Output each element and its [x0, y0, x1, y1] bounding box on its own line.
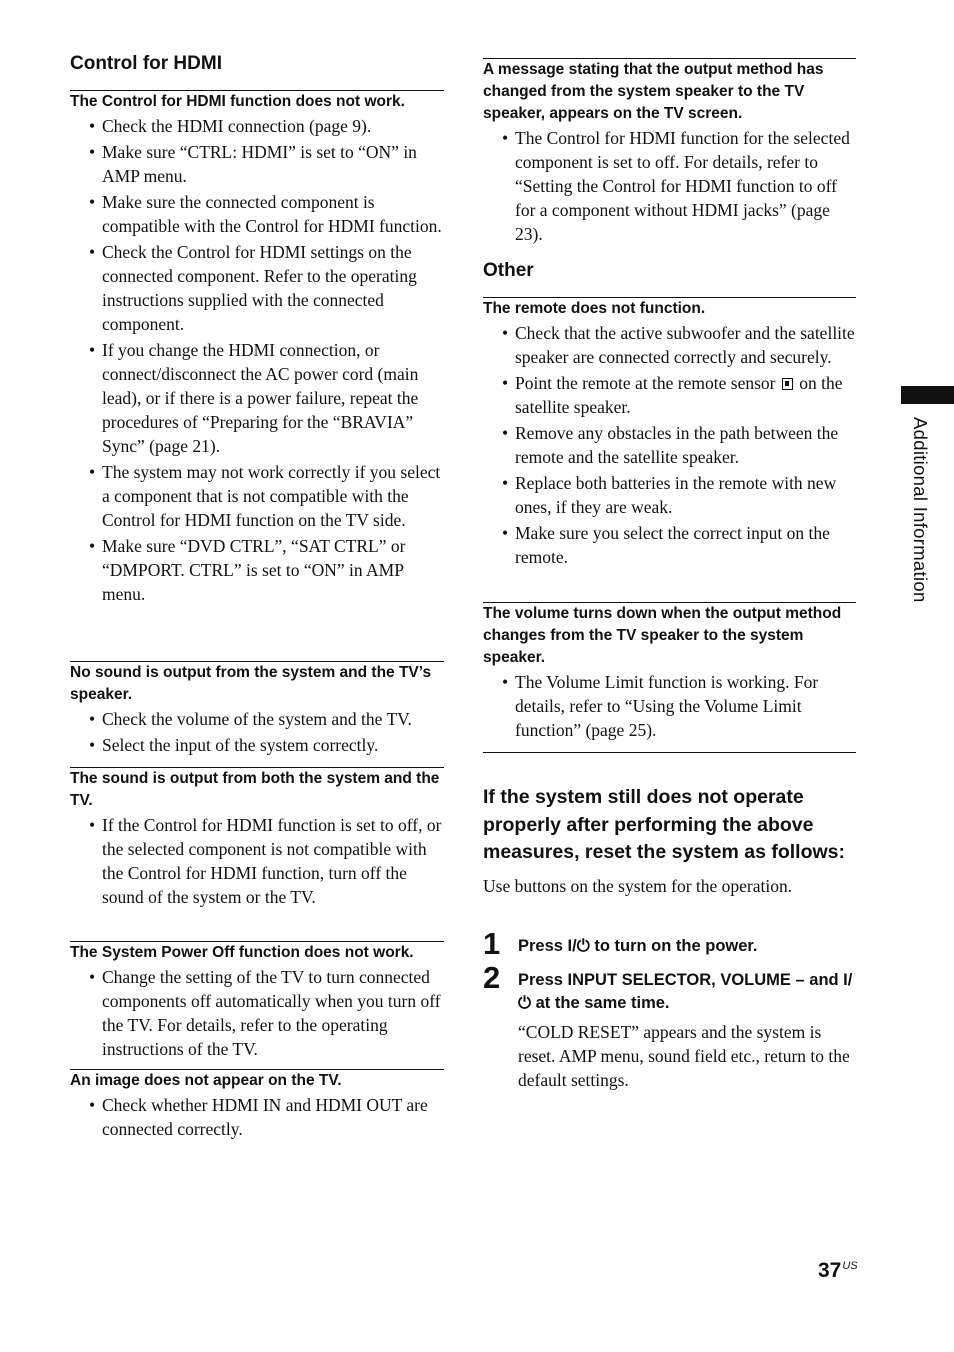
trouble-heading: The sound is output from both the system and the TV.	[70, 770, 440, 809]
trouble-heading: No sound is output from the system and the TV’s speaker.	[70, 664, 432, 703]
reset-intro: Use buttons on the system for the operation.	[483, 875, 793, 896]
list-item: • Select the input of the system correctly.	[70, 733, 444, 757]
step-description: “COLD RESET” appears and the system is reset. AMP menu, sound field etc., return to the default settings.	[518, 1022, 850, 1090]
sensor-text-before: Point the remote at the remote sensor	[515, 373, 776, 393]
list-item: • If the Control for HDMI function is set to off, or the selected component is not compatible with the Control for HDMI function, turn off the sound of the system or the TV.	[70, 813, 444, 909]
list-item	[483, 371, 856, 419]
bullet-list	[70, 965, 444, 1061]
trouble-block-output-message	[483, 58, 856, 248]
trouble-block-power-off	[70, 941, 444, 1063]
list-item: • Change the setting of the TV to turn connected components off automatically when you turn off the TV. For details, refer to the operating instructions of the TV.	[70, 965, 444, 1061]
bullet-list	[70, 813, 444, 909]
trouble-heading: The Control for HDMI function does not work.	[70, 93, 405, 110]
step-instruction: Press I/⏻ to turn on the power.	[518, 937, 758, 955]
step-1	[483, 926, 856, 961]
sensor-text-after: on the satellite speaker.	[515, 373, 843, 417]
trouble-heading: The remote does not function.	[483, 300, 706, 317]
bullet-list	[70, 114, 444, 606]
trouble-block-volume	[483, 602, 856, 753]
list-item: • Remove any obstacles in the path between the remote and the satellite speaker.	[483, 421, 856, 469]
step-number: 1	[483, 926, 501, 961]
trouble-block-no-image	[70, 1069, 444, 1143]
step-number: 2	[483, 960, 501, 995]
trouble-heading: An image does not appear on the TV.	[70, 1072, 342, 1089]
page-number-value: 37	[818, 1259, 842, 1282]
list-item: • Check the volume of the system and the TV.	[70, 707, 444, 731]
reset-title: If the system still does not operate properly after performing the above measures, reset the system as follows:	[483, 786, 845, 863]
bullet-list	[70, 707, 444, 757]
section-title-other: Other	[483, 260, 534, 281]
bullet-list	[483, 670, 856, 742]
list-item: • The Volume Limit function is working. For details, refer to “Using the Volume Limit function” (page 25).	[483, 670, 856, 742]
bullet-list	[483, 321, 856, 569]
step-2	[483, 960, 856, 1092]
section-title-control-for-hdmi: Control for HDMI	[70, 53, 222, 74]
list-item: • Make sure you select the correct input on the remote.	[483, 521, 856, 569]
page-number-suffix: US	[842, 1260, 858, 1272]
trouble-block-remote	[483, 297, 856, 571]
list-item: • Check the HDMI connection (page 9).	[70, 114, 444, 138]
trouble-heading: The volume turns down when the output method changes from the TV speaker to the system speaker.	[483, 605, 842, 666]
side-tab-marker	[901, 386, 954, 404]
list-item: • Make sure “CTRL: HDMI” is set to “ON” in AMP menu.	[70, 140, 444, 188]
bullet-list	[483, 126, 856, 246]
list-item: • The Control for HDMI function for the selected component is set to off. For details, refer to “Setting the Control for HDMI function to off for a component without HDMI jacks” (page 23).	[483, 126, 856, 246]
list-item: • The system may not work correctly if you select a component that is not compatible with the Control for HDMI function on the TV side.	[70, 460, 444, 532]
list-item: • Check the Control for HDMI settings on the connected component. Refer to the operating instructions supplied with the connected component.	[70, 240, 444, 336]
list-item: • Check whether HDMI IN and HDMI OUT are connected correctly.	[70, 1093, 444, 1141]
list-item: • Make sure “DVD CTRL”, “SAT CTRL” or “DMPORT. CTRL” is set to “ON” in AMP menu.	[70, 534, 444, 606]
list-item: • Check that the active subwoofer and the satellite speaker are connected correctly and securely.	[483, 321, 856, 369]
trouble-heading: The System Power Off function does not work.	[70, 944, 414, 961]
bullet-list	[70, 1093, 444, 1141]
page-number	[818, 1259, 858, 1283]
list-item: • If you change the HDMI connection, or connect/disconnect the AC power cord (main lead), or if there is a power failure, repeat the procedures of “Preparing for the “BRAVIA” Sync” (page 21).	[70, 338, 444, 458]
list-item: • Make sure the connected component is compatible with the Control for HDMI function.	[70, 190, 444, 238]
remote-sensor-icon	[782, 378, 793, 390]
step-instruction: Press INPUT SELECTOR, VOLUME – and I/⏻ at the same time.	[518, 971, 853, 1012]
side-section-label: Additional Information	[910, 417, 931, 603]
trouble-block-no-sound	[70, 661, 444, 759]
trouble-block-sound-both	[70, 767, 444, 911]
trouble-block-hdmi-not-work	[70, 90, 444, 608]
reset-section	[483, 784, 856, 898]
list-item: • Replace both batteries in the remote with new ones, if they are weak.	[483, 471, 856, 519]
trouble-heading: A message stating that the output method has changed from the system speaker to the TV speaker, appears on the TV screen.	[483, 61, 824, 122]
